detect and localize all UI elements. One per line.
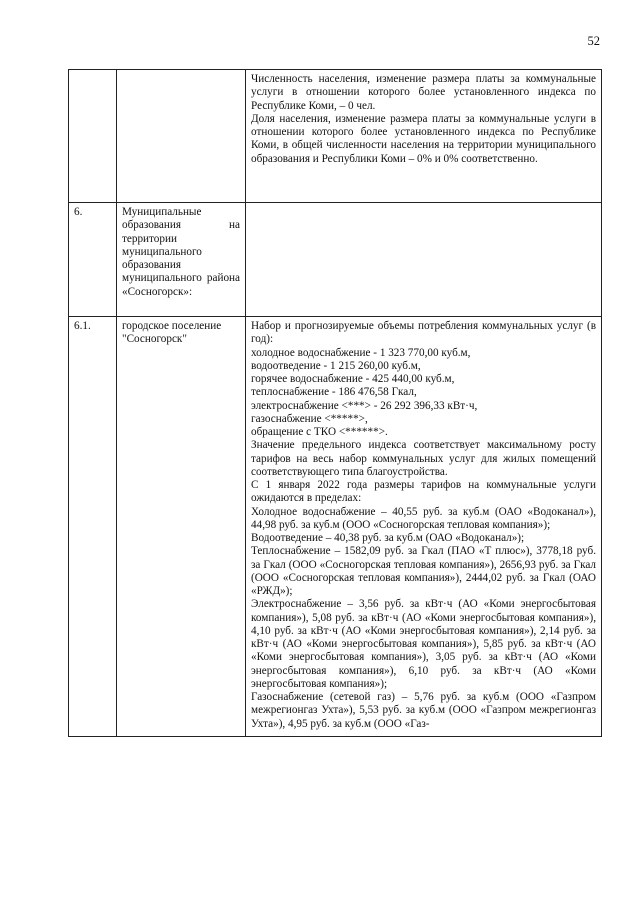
paragraph: Электроснабжение – 3,56 руб. за кВт·ч (АО «Коми энергосбытовая компания»), 5,08 руб. за кВт·ч (АО «Коми энергосбытовая компания»), 4,10 руб. за кВт·ч (АО «Коми энергосбытовая компания»), 2,14 руб. за кВт·ч (АО «Коми энергосбытовая компания»), 5,85 руб. за кВт·ч (АО «Коми энергосбытовая компания»), 3,05 руб. за кВт·ч (АО «Коми энергосбытовая компания»), 6,10 руб. за кВт·ч (АО «Коми энергосбытовая компания»);: [251, 598, 596, 690]
row-number-cell: [69, 70, 117, 203]
paragraph: Водоотведение – 40,38 руб. за куб.м (ОАО «Водоканал»);: [251, 532, 525, 544]
municipality-cell: [117, 317, 246, 737]
tariff-table: [68, 69, 602, 737]
description-cell: [246, 317, 602, 737]
table-row: [69, 317, 602, 737]
paragraph: электроснабжение <***> - 26 292 396,33 кВт·ч,: [251, 399, 478, 412]
description-cell: [246, 203, 602, 317]
paragraph: горячее водоснабжение - 425 440,00 куб.м,: [251, 373, 455, 385]
municipality-cell: [117, 203, 246, 317]
table-row: [69, 203, 602, 317]
paragraph: Значение предельного индекса соответствует максимальному росту тарифов на весь набор коммунальных услуг для жилых помещений соответствующего типа благоустройства.: [251, 439, 596, 478]
row-number-cell: 6.1.: [69, 317, 117, 737]
paragraph: Холодное водоснабжение – 40,55 руб. за куб.м (ОАО «Водоканал»), 44,98 руб. за куб.м (ООО «Сосногорская тепловая компания»);: [251, 505, 596, 531]
paragraph: Теплоснабжение – 1582,09 руб. за Гкал (ПАО «Т плюс»), 3778,18 руб. за Гкал (ООО «Сосногорская тепловая компания»), 2656,93 руб. за Гкал (ООО «Сосногорская тепловая компания»), 2444,02 руб. за Гкал (ОАО «РЖД»);: [251, 545, 596, 597]
municipality-name: городское поселение "Сосногорск": [122, 320, 222, 346]
paragraph: Доля населения, изменение размера платы за коммунальные услуги в отношении которого более установленного индекса по Республике Коми, в общей численности населения на территории муниципального образования и Республики Коми – 0% и 0% соответственно.: [251, 112, 596, 165]
table-row: [69, 70, 602, 203]
description-cell: [246, 70, 602, 203]
municipality-name: Муниципальные образования на территории муниципального образования муниципального района «Сосногорск»:: [122, 206, 240, 298]
paragraph: холодное водоснабжение - 1 323 770,00 куб.м,: [251, 346, 471, 359]
paragraph: Газоснабжение (сетевой газ) – 5,76 руб. за куб.м (ООО «Газпром межрегионгаз Ухта»), 5,53 руб. за куб.м (ООО «Газпром межрегионгаз Ухта»), 4,95 руб. за куб.м (ООО «Газ-: [251, 691, 596, 730]
row-number-cell: 6.: [69, 203, 117, 317]
paragraph: Набор и прогнозируемые объемы потребления коммунальных услуг (в год):: [251, 320, 596, 346]
paragraph: С 1 января 2022 года размеры тарифов на коммунальные услуги ожидаются в пределах:: [251, 479, 596, 505]
page-number: 52: [587, 34, 600, 48]
paragraph: газоснабжение <*****>,: [251, 412, 368, 425]
municipality-cell: [117, 70, 246, 203]
paragraph: Численность населения, изменение размера платы за коммунальные услуги в отношении которого более установленного индекса по Республике Коми, – 0 чел.: [251, 73, 596, 112]
paragraph: водоотведение - 1 215 260,00 куб.м,: [251, 359, 421, 372]
paragraph: теплоснабжение - 186 476,58 Гкал,: [251, 386, 417, 399]
paragraph: обращение с ТКО <******>.: [251, 426, 388, 438]
